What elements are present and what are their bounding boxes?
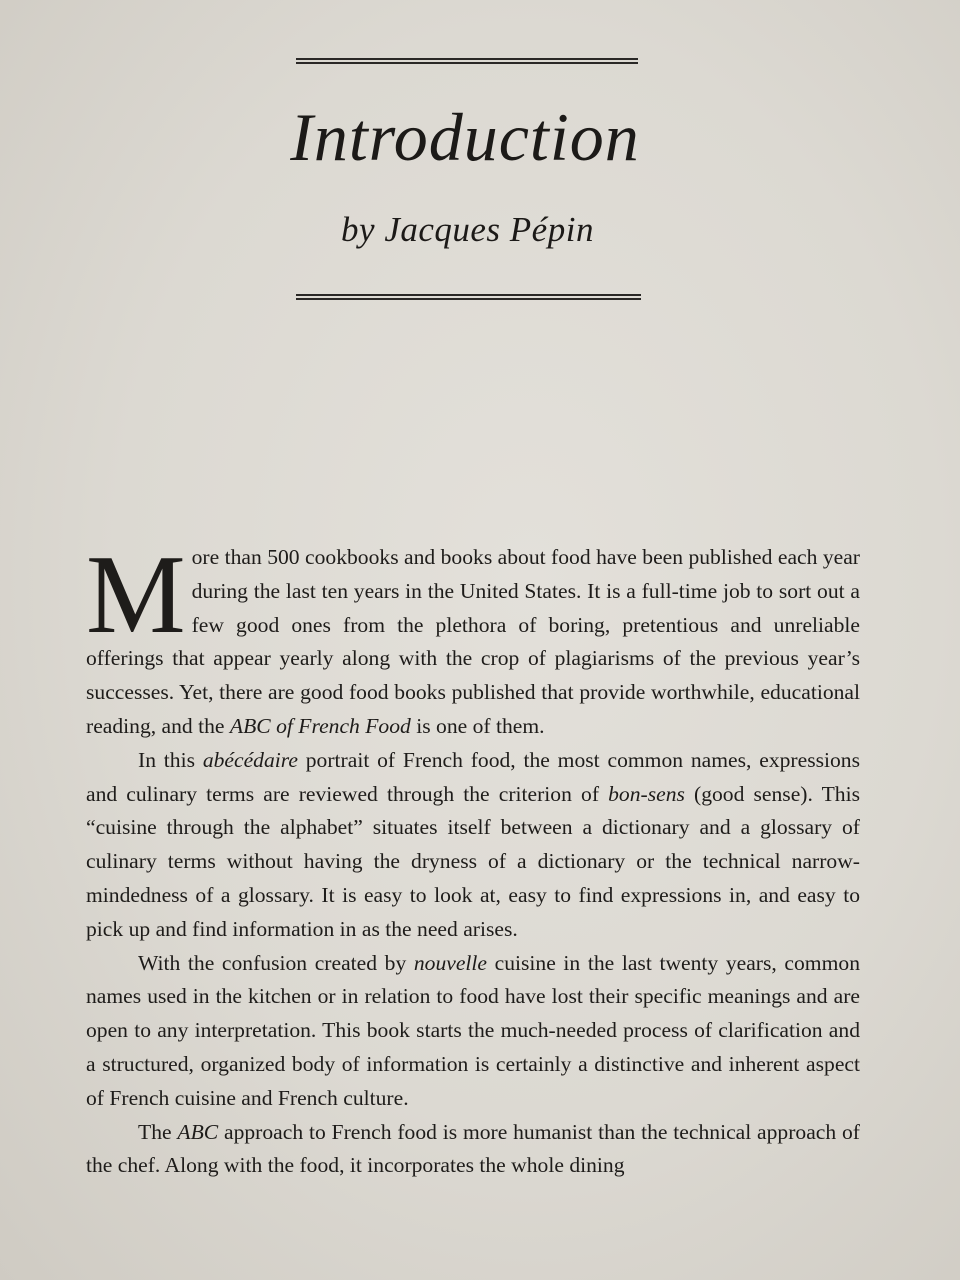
bottom-double-rule xyxy=(296,294,641,300)
paragraph-1-text-2: is one of them. xyxy=(410,713,545,738)
byline: by Jacques Pépin xyxy=(341,210,594,249)
top-double-rule xyxy=(296,58,638,64)
paragraph-2-text-3: (good sense). This “cuisine through the alphabet” situates itself between a dictionary and a glossary of culinary terms without having the dryness of a dictionary or the technical narrow-mindedness of a glossary. It is easy to look at, easy to find expressions in, and easy to pick up and find information in as the need arises. xyxy=(86,781,860,941)
drop-cap: M xyxy=(86,533,186,657)
paragraph-3 xyxy=(86,947,860,1116)
paragraph-2-text-2: portrait of French food, the most common names, expressions and culinary terms are reviewed through the criterion of xyxy=(86,747,860,806)
term-nouvelle: nouvelle xyxy=(413,950,488,975)
paragraph-2 xyxy=(86,744,860,947)
paragraph-4 xyxy=(86,1116,860,1184)
paragraph-3-text-1: With the confusion created by xyxy=(138,950,414,975)
term-abc: ABC xyxy=(177,1119,219,1144)
paragraph-4-text-1: The xyxy=(138,1119,178,1144)
paragraph-3-text-2: cuisine in the last twenty years, common names used in the kitchen or in relation to food have lost their specific meanings and are open to any interpretation. This book starts the much-needed process of clarification and a structured, organized body of information is certainly a distinctive and inherent aspect of French cuisine and French culture. xyxy=(86,950,860,1110)
paragraph-2-text-1: In this xyxy=(138,747,203,772)
term-abecedaire: abécédaire xyxy=(202,747,298,772)
book-title: ABC of French Food xyxy=(229,713,411,738)
paragraph-1 xyxy=(86,533,860,744)
page-title: Introduction xyxy=(290,99,640,175)
paragraph-4-text-2: approach to French food is more humanist than the technical approach of the chef. Along with the food, it incorporates the whole dining xyxy=(86,1119,860,1178)
term-bon-sens: bon-sens xyxy=(608,781,685,806)
body-text xyxy=(86,533,860,1183)
paragraph-1-text-1: ore than 500 cookbooks and books about food have been published each year during the last ten years in the United States. It is a full-time job to sort out a few good ones from the plethora of boring, pretentious and unreliable offerings that appear yearly along with the crop of plagiarisms of the previous year’s successes. Yet, there are good food books published that provide worthwhile, educational reading, and the xyxy=(86,545,860,738)
